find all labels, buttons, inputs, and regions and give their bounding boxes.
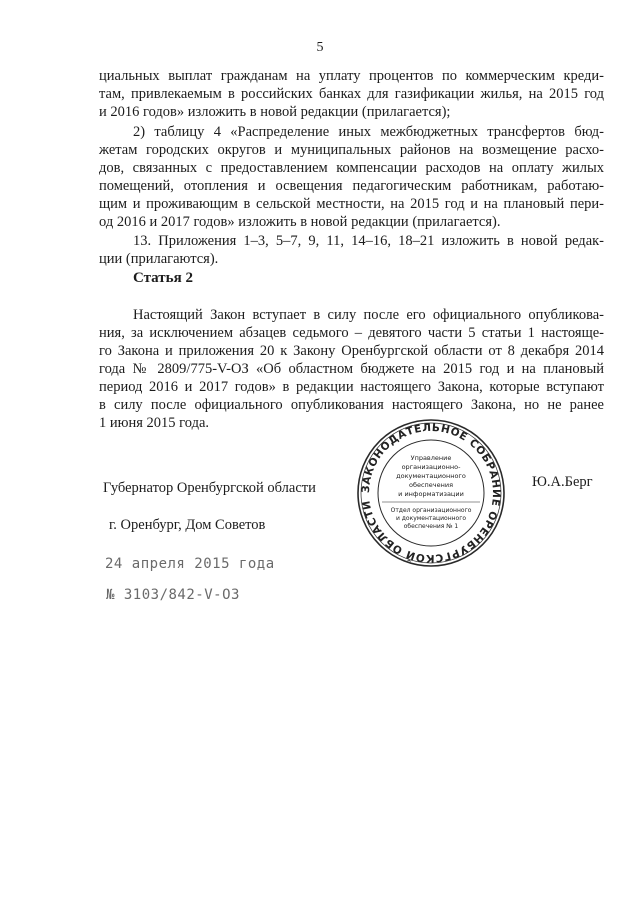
page-number: 5 bbox=[316, 40, 324, 55]
seal-inner-line: Управление bbox=[410, 454, 452, 462]
body-line: ции (прилагаются). bbox=[99, 251, 219, 267]
date-stamp: 24 апреля 2015 года bbox=[105, 556, 275, 572]
body-line: 1 июня 2015 года. bbox=[99, 415, 210, 431]
body-line: там, привлекаемым в российских банках для газификации жилья, на 2015 год bbox=[99, 86, 604, 102]
body-line: циальных выплат гражданам на уплату процентов по коммерческим креди- bbox=[99, 68, 604, 84]
governor-name: Ю.А.Берг bbox=[532, 474, 593, 490]
body-line: го Закона и приложения 20 к Закону Оренбургской области от 8 декабря 2014 bbox=[99, 343, 604, 359]
body-line: в силу после официального опубликования настоящего Закона, но не ранее bbox=[99, 397, 604, 413]
body-line: жетам городских округов и муниципальных районов на возмещение расхо- bbox=[99, 142, 604, 158]
seal-inner-line: и документационного bbox=[395, 515, 467, 522]
body-line: и 2016 годов» изложить в новой редакции (прилагается); bbox=[99, 104, 451, 120]
place-line: г. Оренбург, Дом Советов bbox=[109, 517, 266, 533]
body-line: Настоящий Закон вступает в силу после его официального опубликова- bbox=[133, 307, 604, 323]
seal-inner-line: обеспечения № 1 bbox=[403, 523, 459, 530]
seal-inner-line: Отдел организационного bbox=[390, 507, 472, 514]
law-number-stamp: № 3103/842-V-ОЗ bbox=[106, 587, 240, 603]
body-line: период 2016 и 2017 годов» в редакции настоящего Закона, которые вступают bbox=[99, 379, 604, 395]
body-line: помещений, отопления и освещения педагогическим работникам, работаю- bbox=[99, 178, 604, 194]
governor-title: Губернатор Оренбургской области bbox=[103, 480, 316, 496]
body-line: дов, связанных с предоставлением компенсации расходов на оплату жилых bbox=[99, 160, 604, 176]
seal-inner-line: организационно- bbox=[401, 463, 461, 471]
body-line: од 2016 и 2017 годов» изложить в новой редакции (прилагается). bbox=[99, 214, 501, 230]
body-line: 2) таблицу 4 «Распределение иных межбюджетных трансфертов бюд- bbox=[133, 124, 604, 140]
seal-outer-text: ЗАКОНОДАТЕЛЬНОЕ СОБРАНИЕ ОРЕНБУРГСКОЙ ОБЛАСТИ bbox=[359, 421, 503, 565]
seal-inner-line: документационного bbox=[396, 472, 466, 480]
seal-inner-line: и информатизации bbox=[398, 490, 464, 498]
body-line: года № 2809/775-V-ОЗ «Об областном бюджете на 2015 год и на плановый bbox=[99, 361, 604, 377]
article-heading: Статья 2 bbox=[133, 270, 193, 286]
seal-inner-line: обеспечения bbox=[408, 481, 454, 489]
body-line: щим и проживающим в сельской местности, на 2015 год и на плановый пери- bbox=[99, 196, 604, 212]
body-line: ния, за исключением абзацев седьмого – девятого части 5 статьи 1 настояще- bbox=[99, 325, 604, 341]
body-line: 13. Приложения 1–3, 5–7, 9, 11, 14–16, 18–21 изложить в новой редак- bbox=[133, 233, 604, 249]
official-seal-stamp bbox=[356, 418, 506, 568]
